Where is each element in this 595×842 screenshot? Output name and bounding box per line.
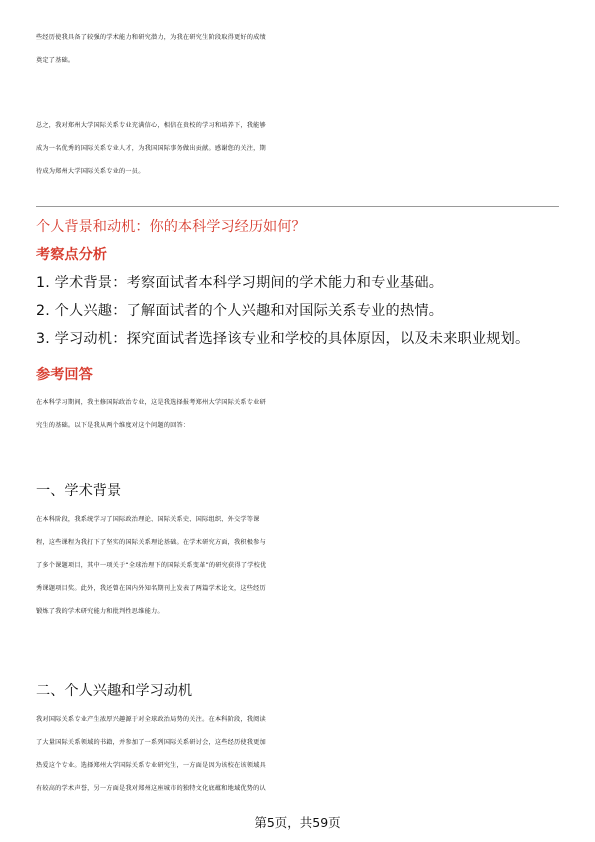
text-line: 在本科阶段，我系统学习了国际政治理论、国际关系史、国际组织、外交学等课: [36, 516, 260, 523]
analysis-item: 2. 个人兴趣：了解面试者的个人兴趣和对国际关系专业的热情。: [36, 303, 444, 319]
text-line: 在本科学习期间，我主修国际政治专业，这是我选择报考郑州大学国际关系专业研: [36, 399, 266, 406]
page-number: 第5页，共59页: [254, 815, 341, 830]
text-line: 奠定了基础。: [36, 57, 75, 64]
section-heading: 二、个人兴趣和学习动机: [36, 683, 193, 699]
text-line: 我对国际关系专业产生浓厚兴趣源于对全球政治局势的关注。在本科阶段，我阅读: [36, 716, 266, 723]
text-line: 程，这些课程为我打下了坚实的国际关系理论基础。在学术研究方面，我积极参与: [36, 539, 266, 546]
text-line: 成为一名优秀的国际关系专业人才，为我国国际事务做出贡献。感谢您的关注，期: [36, 145, 266, 152]
text-line: 些经历使我具备了较强的学术能力和研究潜力，为我在研究生阶段取得更好的成绩: [36, 34, 266, 41]
text-line: 待成为郑州大学国际关系专业的一员。: [36, 168, 145, 175]
text-line: 究生的基础。以下是我从两个维度对这个问题的回答：: [36, 422, 190, 429]
analysis-label: 考察点分析: [36, 247, 107, 263]
section-two-paragraph: [36, 708, 560, 800]
intro-paragraph: [36, 26, 560, 72]
text-line: 了多个课题项目，其中一项关于“全球治理下的国际关系变革”的研究获得了学校优: [36, 562, 267, 569]
section-heading: 一、学术背景: [36, 483, 122, 499]
text-line: 有较高的学术声誉，另一方面是我对郑州这座城市的独特文化底蕴和地域优势的认: [36, 785, 266, 792]
section-divider: [36, 206, 559, 207]
answer-label: 参考回答: [36, 367, 93, 383]
conclusion-paragraph: [36, 114, 560, 183]
answer-intro-paragraph: [36, 391, 560, 437]
text-line: 总之，我对郑州大学国际关系专业充满信心，相信在贵校的学习和培养下，我能够: [36, 122, 266, 129]
analysis-item: 3. 学习动机：探究面试者选择该专业和学校的具体原因，以及未来职业规划。: [36, 331, 530, 347]
analysis-item: 1. 学术背景：考察面试者本科学习期间的学术能力和专业基础。: [36, 275, 444, 291]
text-line: 热爱这个专业。选择郑州大学国际关系专业研究生，一方面是因为该校在该领域具: [36, 762, 266, 769]
text-line: 了大量国际关系领域的书籍，并参加了一系列国际关系研讨会，这些经历使我更加: [36, 739, 266, 746]
text-line: 秀课题项目奖。此外，我还曾在国内外知名期刊上发表了两篇学术论文，这些经历: [36, 585, 266, 592]
question-title: 个人背景和动机：你的本科学习经历如何？: [36, 219, 306, 235]
text-line: 锻炼了我的学术研究能力和批判性思维能力。: [36, 608, 164, 615]
section-one-paragraph: [36, 508, 560, 623]
